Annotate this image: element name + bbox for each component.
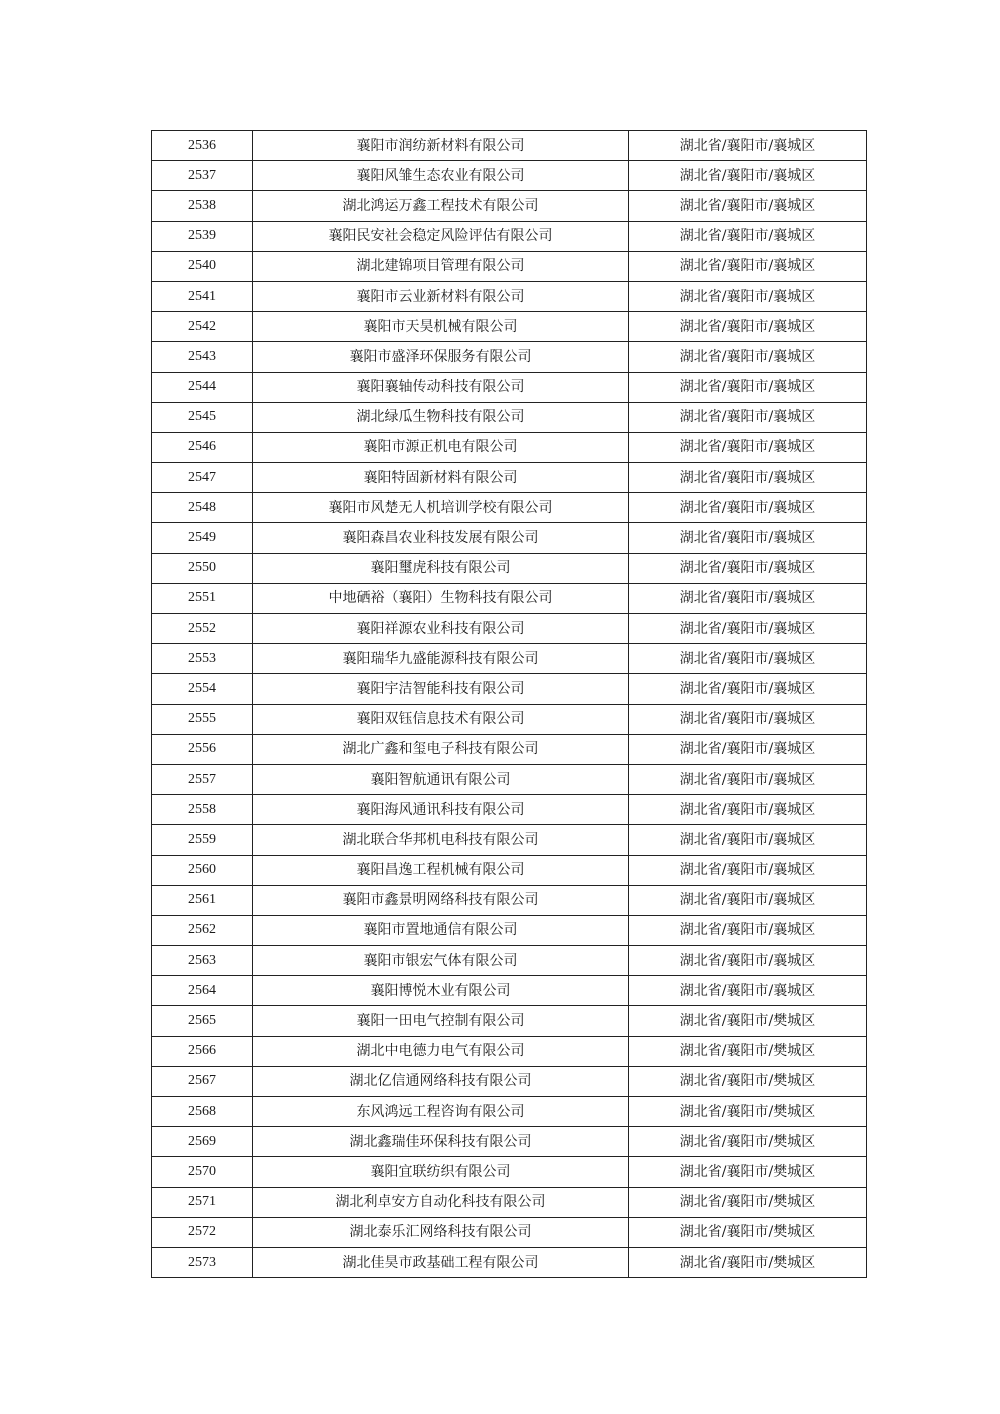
table-row xyxy=(152,191,867,221)
company-name-cell: 襄阳市云业新材料有限公司 xyxy=(253,281,629,311)
region-cell: 湖北省/襄阳市/襄城区 xyxy=(629,161,867,191)
table-row xyxy=(152,312,867,342)
company-name-cell: 襄阳海风通讯科技有限公司 xyxy=(253,795,629,825)
region-cell: 湖北省/襄阳市/襄城区 xyxy=(629,825,867,855)
company-name-cell: 湖北绿瓜生物科技有限公司 xyxy=(253,402,629,432)
row-number-cell: 2570 xyxy=(152,1157,253,1187)
region-cell: 湖北省/襄阳市/樊城区 xyxy=(629,1097,867,1127)
row-number-cell: 2561 xyxy=(152,885,253,915)
company-name-cell: 湖北鸿运万鑫工程技术有限公司 xyxy=(253,191,629,221)
row-number-cell: 2559 xyxy=(152,825,253,855)
table-row xyxy=(152,734,867,764)
region-cell: 湖北省/襄阳市/襄城区 xyxy=(629,583,867,613)
region-cell: 湖北省/襄阳市/襄城区 xyxy=(629,855,867,885)
row-number-cell: 2566 xyxy=(152,1036,253,1066)
row-number-cell: 2565 xyxy=(152,1006,253,1036)
table-row xyxy=(152,463,867,493)
table-row xyxy=(152,372,867,402)
row-number-cell: 2564 xyxy=(152,976,253,1006)
row-number-cell: 2539 xyxy=(152,221,253,251)
row-number-cell: 2571 xyxy=(152,1187,253,1217)
region-cell: 湖北省/襄阳市/襄城区 xyxy=(629,131,867,161)
table-row xyxy=(152,1097,867,1127)
company-name-cell: 襄阳民安社会稳定风险评估有限公司 xyxy=(253,221,629,251)
region-cell: 湖北省/襄阳市/襄城区 xyxy=(629,946,867,976)
row-number-cell: 2549 xyxy=(152,523,253,553)
company-name-cell: 湖北利卓安方自动化科技有限公司 xyxy=(253,1187,629,1217)
region-cell: 湖北省/襄阳市/襄城区 xyxy=(629,764,867,794)
region-cell: 湖北省/襄阳市/樊城区 xyxy=(629,1217,867,1247)
region-cell: 湖北省/襄阳市/襄城区 xyxy=(629,463,867,493)
table-row xyxy=(152,221,867,251)
table-row xyxy=(152,855,867,885)
row-number-cell: 2555 xyxy=(152,704,253,734)
table-row xyxy=(152,1127,867,1157)
row-number-cell: 2573 xyxy=(152,1247,253,1277)
company-name-cell: 襄阳风雏生态农业有限公司 xyxy=(253,161,629,191)
table-row xyxy=(152,915,867,945)
table-row xyxy=(152,1006,867,1036)
table-row xyxy=(152,674,867,704)
row-number-cell: 2537 xyxy=(152,161,253,191)
company-name-cell: 襄阳市润纺新材料有限公司 xyxy=(253,131,629,161)
table-row xyxy=(152,161,867,191)
region-cell: 湖北省/襄阳市/襄城区 xyxy=(629,251,867,281)
company-name-cell: 襄阳襄轴传动科技有限公司 xyxy=(253,372,629,402)
company-name-cell: 襄阳璽虎科技有限公司 xyxy=(253,553,629,583)
row-number-cell: 2540 xyxy=(152,251,253,281)
table-row xyxy=(152,493,867,523)
table-row xyxy=(152,402,867,432)
company-name-cell: 东风鸿远工程咨询有限公司 xyxy=(253,1097,629,1127)
region-cell: 湖北省/襄阳市/襄城区 xyxy=(629,191,867,221)
region-cell: 湖北省/襄阳市/襄城区 xyxy=(629,493,867,523)
region-cell: 湖北省/襄阳市/襄城区 xyxy=(629,915,867,945)
region-cell: 湖北省/襄阳市/襄城区 xyxy=(629,976,867,1006)
row-number-cell: 2536 xyxy=(152,131,253,161)
table-row xyxy=(152,1247,867,1277)
region-cell: 湖北省/襄阳市/襄城区 xyxy=(629,432,867,462)
table-row xyxy=(152,976,867,1006)
region-cell: 湖北省/襄阳市/襄城区 xyxy=(629,674,867,704)
row-number-cell: 2560 xyxy=(152,855,253,885)
table-row xyxy=(152,1217,867,1247)
company-name-cell: 襄阳一田电气控制有限公司 xyxy=(253,1006,629,1036)
row-number-cell: 2569 xyxy=(152,1127,253,1157)
region-cell: 湖北省/襄阳市/樊城区 xyxy=(629,1187,867,1217)
company-name-cell: 湖北中电德力电气有限公司 xyxy=(253,1036,629,1066)
company-name-cell: 湖北广鑫和玺电子科技有限公司 xyxy=(253,734,629,764)
company-name-cell: 襄阳市源正机电有限公司 xyxy=(253,432,629,462)
table-row xyxy=(152,553,867,583)
region-cell: 湖北省/襄阳市/襄城区 xyxy=(629,734,867,764)
row-number-cell: 2552 xyxy=(152,614,253,644)
row-number-cell: 2544 xyxy=(152,372,253,402)
table-row xyxy=(152,281,867,311)
region-cell: 湖北省/襄阳市/樊城区 xyxy=(629,1036,867,1066)
row-number-cell: 2538 xyxy=(152,191,253,221)
row-number-cell: 2568 xyxy=(152,1097,253,1127)
company-name-cell: 襄阳市鑫景明网络科技有限公司 xyxy=(253,885,629,915)
table-row xyxy=(152,1187,867,1217)
company-name-cell: 襄阳瑞华九盛能源科技有限公司 xyxy=(253,644,629,674)
region-cell: 湖北省/襄阳市/襄城区 xyxy=(629,614,867,644)
region-cell: 湖北省/襄阳市/襄城区 xyxy=(629,885,867,915)
company-name-cell: 襄阳市风楚无人机培训学校有限公司 xyxy=(253,493,629,523)
table-row xyxy=(152,764,867,794)
company-name-cell: 襄阳智航通讯有限公司 xyxy=(253,764,629,794)
row-number-cell: 2567 xyxy=(152,1066,253,1096)
row-number-cell: 2543 xyxy=(152,342,253,372)
company-name-cell: 襄阳市置地通信有限公司 xyxy=(253,915,629,945)
region-cell: 湖北省/襄阳市/襄城区 xyxy=(629,704,867,734)
company-name-cell: 湖北佳昊市政基础工程有限公司 xyxy=(253,1247,629,1277)
region-cell: 湖北省/襄阳市/樊城区 xyxy=(629,1006,867,1036)
table-row xyxy=(152,644,867,674)
row-number-cell: 2557 xyxy=(152,764,253,794)
row-number-cell: 2547 xyxy=(152,463,253,493)
row-number-cell: 2551 xyxy=(152,583,253,613)
company-name-cell: 襄阳宜联纺织有限公司 xyxy=(253,1157,629,1187)
row-number-cell: 2542 xyxy=(152,312,253,342)
row-number-cell: 2563 xyxy=(152,946,253,976)
region-cell: 湖北省/襄阳市/襄城区 xyxy=(629,281,867,311)
region-cell: 湖北省/襄阳市/襄城区 xyxy=(629,644,867,674)
region-cell: 湖北省/襄阳市/襄城区 xyxy=(629,795,867,825)
company-name-cell: 襄阳市天昊机械有限公司 xyxy=(253,312,629,342)
company-name-cell: 湖北泰乐汇网络科技有限公司 xyxy=(253,1217,629,1247)
table-row xyxy=(152,342,867,372)
row-number-cell: 2545 xyxy=(152,402,253,432)
company-name-cell: 湖北亿信通网络科技有限公司 xyxy=(253,1066,629,1096)
row-number-cell: 2546 xyxy=(152,432,253,462)
company-list-table xyxy=(151,130,867,1278)
region-cell: 湖北省/襄阳市/襄城区 xyxy=(629,312,867,342)
company-name-cell: 中地硒裕（襄阳）生物科技有限公司 xyxy=(253,583,629,613)
table-row xyxy=(152,825,867,855)
region-cell: 湖北省/襄阳市/樊城区 xyxy=(629,1247,867,1277)
company-name-cell: 襄阳博悦木业有限公司 xyxy=(253,976,629,1006)
row-number-cell: 2550 xyxy=(152,553,253,583)
table-body xyxy=(152,131,867,1278)
region-cell: 湖北省/襄阳市/襄城区 xyxy=(629,372,867,402)
company-name-cell: 湖北建锦项目管理有限公司 xyxy=(253,251,629,281)
table-row xyxy=(152,251,867,281)
table-row xyxy=(152,704,867,734)
row-number-cell: 2554 xyxy=(152,674,253,704)
company-name-cell: 襄阳市盛泽环保服务有限公司 xyxy=(253,342,629,372)
region-cell: 湖北省/襄阳市/襄城区 xyxy=(629,402,867,432)
table-row xyxy=(152,131,867,161)
row-number-cell: 2553 xyxy=(152,644,253,674)
row-number-cell: 2541 xyxy=(152,281,253,311)
row-number-cell: 2556 xyxy=(152,734,253,764)
region-cell: 湖北省/襄阳市/襄城区 xyxy=(629,342,867,372)
company-name-cell: 襄阳特固新材料有限公司 xyxy=(253,463,629,493)
region-cell: 湖北省/襄阳市/襄城区 xyxy=(629,523,867,553)
table-row xyxy=(152,1036,867,1066)
region-cell: 湖北省/襄阳市/樊城区 xyxy=(629,1157,867,1187)
row-number-cell: 2562 xyxy=(152,915,253,945)
table-row xyxy=(152,583,867,613)
table-row xyxy=(152,795,867,825)
region-cell: 湖北省/襄阳市/襄城区 xyxy=(629,221,867,251)
company-name-cell: 湖北联合华邦机电科技有限公司 xyxy=(253,825,629,855)
company-name-cell: 襄阳祥源农业科技有限公司 xyxy=(253,614,629,644)
table-row xyxy=(152,1157,867,1187)
row-number-cell: 2572 xyxy=(152,1217,253,1247)
company-name-cell: 湖北鑫瑞佳环保科技有限公司 xyxy=(253,1127,629,1157)
table-row xyxy=(152,1066,867,1096)
row-number-cell: 2548 xyxy=(152,493,253,523)
company-name-cell: 襄阳市银宏气体有限公司 xyxy=(253,946,629,976)
table-row xyxy=(152,614,867,644)
table-row xyxy=(152,523,867,553)
table-row xyxy=(152,432,867,462)
company-name-cell: 襄阳森昌农业科技发展有限公司 xyxy=(253,523,629,553)
region-cell: 湖北省/襄阳市/樊城区 xyxy=(629,1066,867,1096)
table-row xyxy=(152,946,867,976)
row-number-cell: 2558 xyxy=(152,795,253,825)
company-name-cell: 襄阳双钰信息技术有限公司 xyxy=(253,704,629,734)
region-cell: 湖北省/襄阳市/樊城区 xyxy=(629,1127,867,1157)
company-name-cell: 襄阳宇洁智能科技有限公司 xyxy=(253,674,629,704)
table-row xyxy=(152,885,867,915)
company-name-cell: 襄阳昌逸工程机械有限公司 xyxy=(253,855,629,885)
region-cell: 湖北省/襄阳市/襄城区 xyxy=(629,553,867,583)
